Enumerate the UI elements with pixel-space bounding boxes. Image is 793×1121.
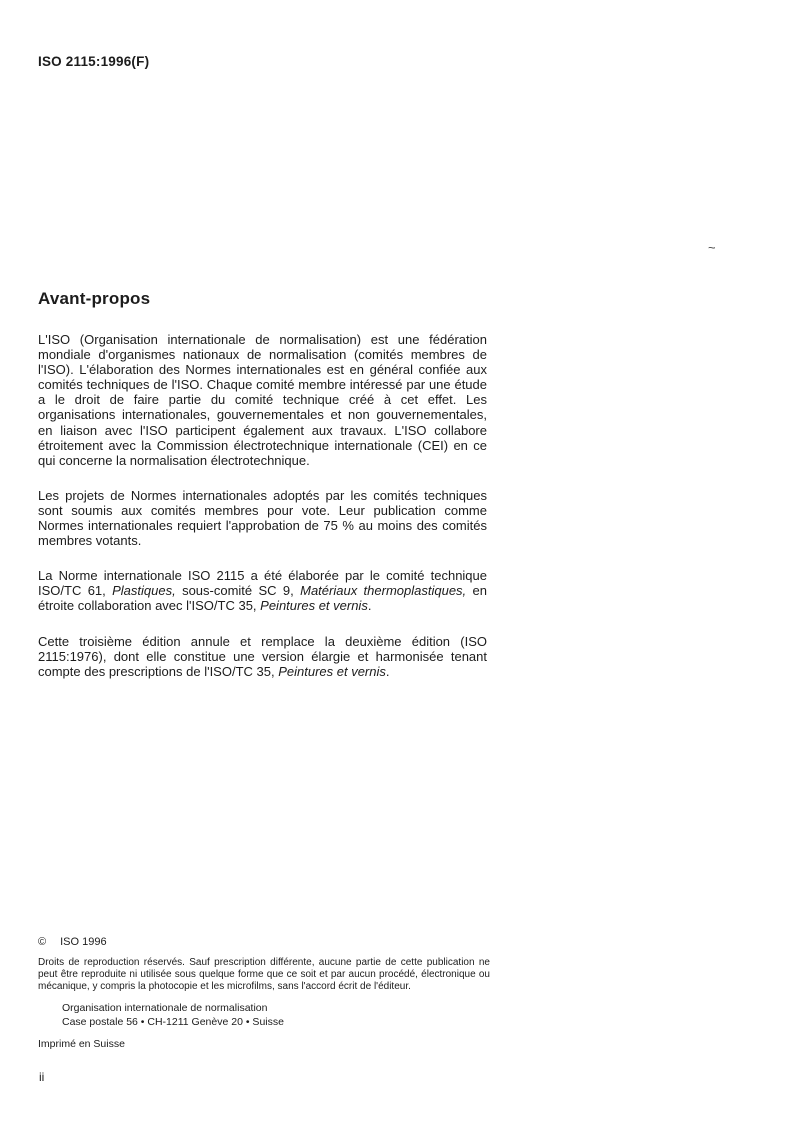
publisher-location: Case postale 56 • CH-1211 Genève 20 • Suisse (62, 1015, 284, 1028)
document-reference: ISO 2115:1996(F) (38, 54, 150, 69)
scan-artifact-mark: ~ (708, 240, 716, 255)
copyright-symbol: © (38, 936, 47, 948)
section-title: Avant-propos (38, 289, 151, 308)
foreword-paragraph: Les projets de Normes internationales adoptés par les comités techniques sont soumis aux comités membres pour vote. Leur publication comme Normes internationales requiert l'approbation de 75 % au moins des comités membres votants. (38, 487, 487, 549)
foreword-section (38, 289, 487, 699)
foreword-paragraph: La Norme internationale ISO 2115 a été élaborée par le comité technique ISO/TC 61, Plastiques, sous-comité SC 9, Matériaux thermoplastiques, en étroite collaboration avec l'ISO/TC 35, Peintures et vernis. (38, 568, 487, 614)
publisher-name: Organisation internationale de normalisation (62, 1002, 268, 1014)
page-footer (38, 936, 490, 1050)
foreword-paragraph: L'ISO (Organisation internationale de normalisation) est une fédération mondiale d'organismes nationaux de normalisation (comités membres de l'ISO). L'élaboration des Normes internationales est en général confiée aux comités techniques de l'ISO. Chaque comité membre intéressé par une étude a le droit de faire partie du comité technique créé à cet effet. Les organisations internationales, gouvernementales et non gouvernementales, en liaison avec l'ISO participent également aux travaux. L'ISO collabore étroitement avec la Commission électrotechnique internationale (CEI) en ce qui concerne la normalisation électrotechnique. (38, 332, 487, 468)
copyright-text: ISO 1996 (60, 936, 107, 948)
foreword-paragraph: Cette troisième édition annule et remplace la deuxième édition (ISO 2115:1976), dont elle constitue une version élargie et harmonisée tenant compte des prescriptions de l'ISO/TC 35, Peintures et vernis. (38, 633, 487, 679)
page-number: ii (39, 1070, 45, 1084)
rights-notice: Droits de reproduction réservés. Sauf prescription différente, aucune partie de cette publication ne peut être reproduite ni utilisée sous quelque forme que ce soit et par aucun procédé, électronique ou mécanique, y compris la photocopie et les microfilms, sans l'accord écrit de l'éditeur. (38, 957, 490, 992)
printed-note: Imprimé en Suisse (38, 1038, 125, 1050)
copyright-line (38, 936, 490, 948)
publisher-address-block (38, 1002, 490, 1029)
